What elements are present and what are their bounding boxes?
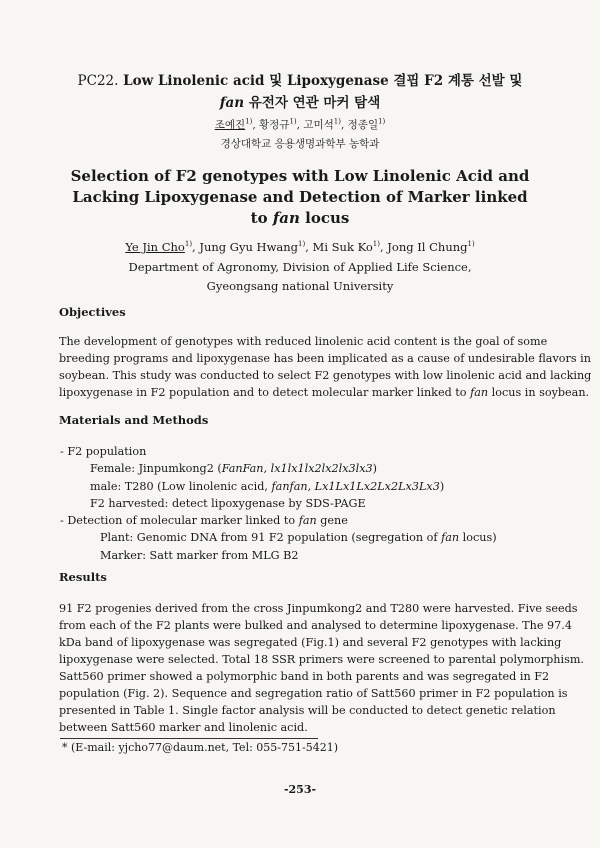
text-span: locus in soybean. [488,386,590,399]
footnote-divider [60,738,318,739]
paragraph-line: soybean. This study was conducted to select F2 genotypes with low linolenic acid and lacking [59,369,592,382]
objectives-paragraph [59,333,592,401]
affiliation-mark: 1) [333,117,341,126]
text-span: - Detection of molecular marker linked to [60,514,299,528]
korean-author-2: 황정규 [259,119,290,131]
footnote: * (E-mail: yjcho77@daum.net, Tel: 055-751-5421) [62,741,338,754]
method-item: Marker: Satt marker from MLG B2 [100,548,299,562]
gene-name: fan [470,386,489,399]
text-span: Plant: Genomic DNA from 91 F2 population (segregation of [100,531,442,545]
english-author-3: Mi Suk Ko [312,240,373,254]
korean-author-4: 정종일 [347,119,379,131]
korean-author-1: 조예진 [214,119,246,131]
genotype: FanFan, lx1lx1lx2lx2lx3lx3 [221,462,373,476]
results-paragraph [59,600,584,736]
methods-list [60,443,497,564]
korean-title-text-1: Low Linolenic acid 및 Lipoxygenase 결핍 F2 계통 선발 및 [123,73,523,89]
results-heading: Results [59,570,107,584]
methods-heading: Materials and Methods [59,413,209,427]
affiliation-mark: 1) [289,117,297,126]
korean-authors: 조예진$^{1)}$, 황정규$^{1)}$, 고미석$^{1)}$, 정종일$^{1)}$ [214,117,386,131]
method-item [60,478,497,495]
english-author-4: Jong Il Chung [387,240,468,254]
paragraph-line: Satt560 primer showed a polymorphic band in both parents and was segregated in F2 [59,670,550,683]
english-affiliation-line-1: Department of Agronomy, Division of Applied Life Science, [128,260,472,274]
objectives-heading: Objectives [59,305,126,319]
english-title-text: locus [299,209,350,227]
method-item [60,460,497,477]
gene-name: fan [441,531,460,545]
english-title-line-3 [0,209,600,227]
method-item [60,529,497,546]
gene-name: fan [219,95,245,111]
text-span: lipoxygenase in F2 population and to detect molecular marker linked to [59,386,471,399]
english-authors: Ye Jin Cho$^{1)}$, Jung Gyu Hwang$^{1)}$, Mi Suk Ko$^{1)}$, Jong Il Chung$^{1)}$ [125,240,475,254]
paragraph-line: lipoxygenase were selected. Total 18 SSR primers were screened to parental polymorphism. [59,653,584,666]
text-span: gene [316,514,348,528]
english-affiliation-line-2: Gyeongsang national University [206,279,394,293]
affiliation-mark: 1) [378,117,386,126]
affiliation-mark: 1) [467,240,475,249]
genotype: fanfan, Lx1Lx1Lx2Lx2Lx3Lx3 [271,479,440,493]
korean-title-line-1 [0,69,600,89]
abstract-code: PC22. [77,73,119,89]
gene-name: fan [298,514,317,528]
paragraph-line: between Satt560 marker and linolenic acid. [59,721,308,734]
method-item [60,512,497,529]
text-span: ) [372,462,378,476]
text-span: male: T280 (Low linolenic acid, [90,479,272,493]
english-title-text: to [250,209,273,227]
text-span: ) [439,479,445,493]
method-item: F2 harvested: detect lipoxygenase by SDS-PAGE [90,496,366,510]
paragraph-line: kDa band of lipoxygenase was segregated (Fig.1) and several F2 genotypes with lacking [59,636,562,649]
english-author-2: Jung Gyu Hwang [199,240,299,254]
korean-affiliation: 경상대학교 응용생명과학부 농학과 [220,138,380,150]
page-number: -253- [283,783,317,796]
english-title-line-1: Selection of F2 genotypes with Low Linolenic Acid and [70,167,530,185]
paragraph-line: population (Fig. 2). Sequence and segregation ratio of Satt560 primer in F2 population is [59,687,568,700]
korean-author-3: 고미석 [303,119,334,131]
english-author-1: Ye Jin Cho [125,240,185,254]
paragraph-line: breeding programs and lipoxygenase has been implicated as a cause of undesirable flavors in [59,352,591,365]
english-title-line-2: Lacking Lipoxygenase and Detection of Marker linked [72,188,528,206]
affiliation-mark: 1) [298,240,306,249]
korean-title-text-2: 유전자 연관 마커 탐색 [244,95,381,111]
affiliation-mark: 1) [245,117,253,126]
paragraph-line: from each of the F2 plants were bulked and analysed to determine lipoxygenase. The 97.4 [59,619,572,632]
paragraph-line: The development of genotypes with reduced linolenic acid content is the goal of some [59,335,548,348]
affiliation-mark: 1) [184,240,193,249]
text-span: Female: Jinpumkong2 ( [90,462,222,476]
method-item: - F2 population [60,445,147,458]
korean-title-line-2 [0,91,600,111]
gene-name: fan [272,209,300,227]
paragraph-line: presented in Table 1. Single factor analysis will be conducted to detect genetic relation [59,704,556,717]
paragraph-line [59,384,590,401]
paragraph-line: 91 F2 progenies derived from the cross Jinpumkong2 and T280 were harvested. Five seeds [59,602,578,615]
text-span: locus) [459,531,497,545]
affiliation-mark: 1) [372,240,380,249]
